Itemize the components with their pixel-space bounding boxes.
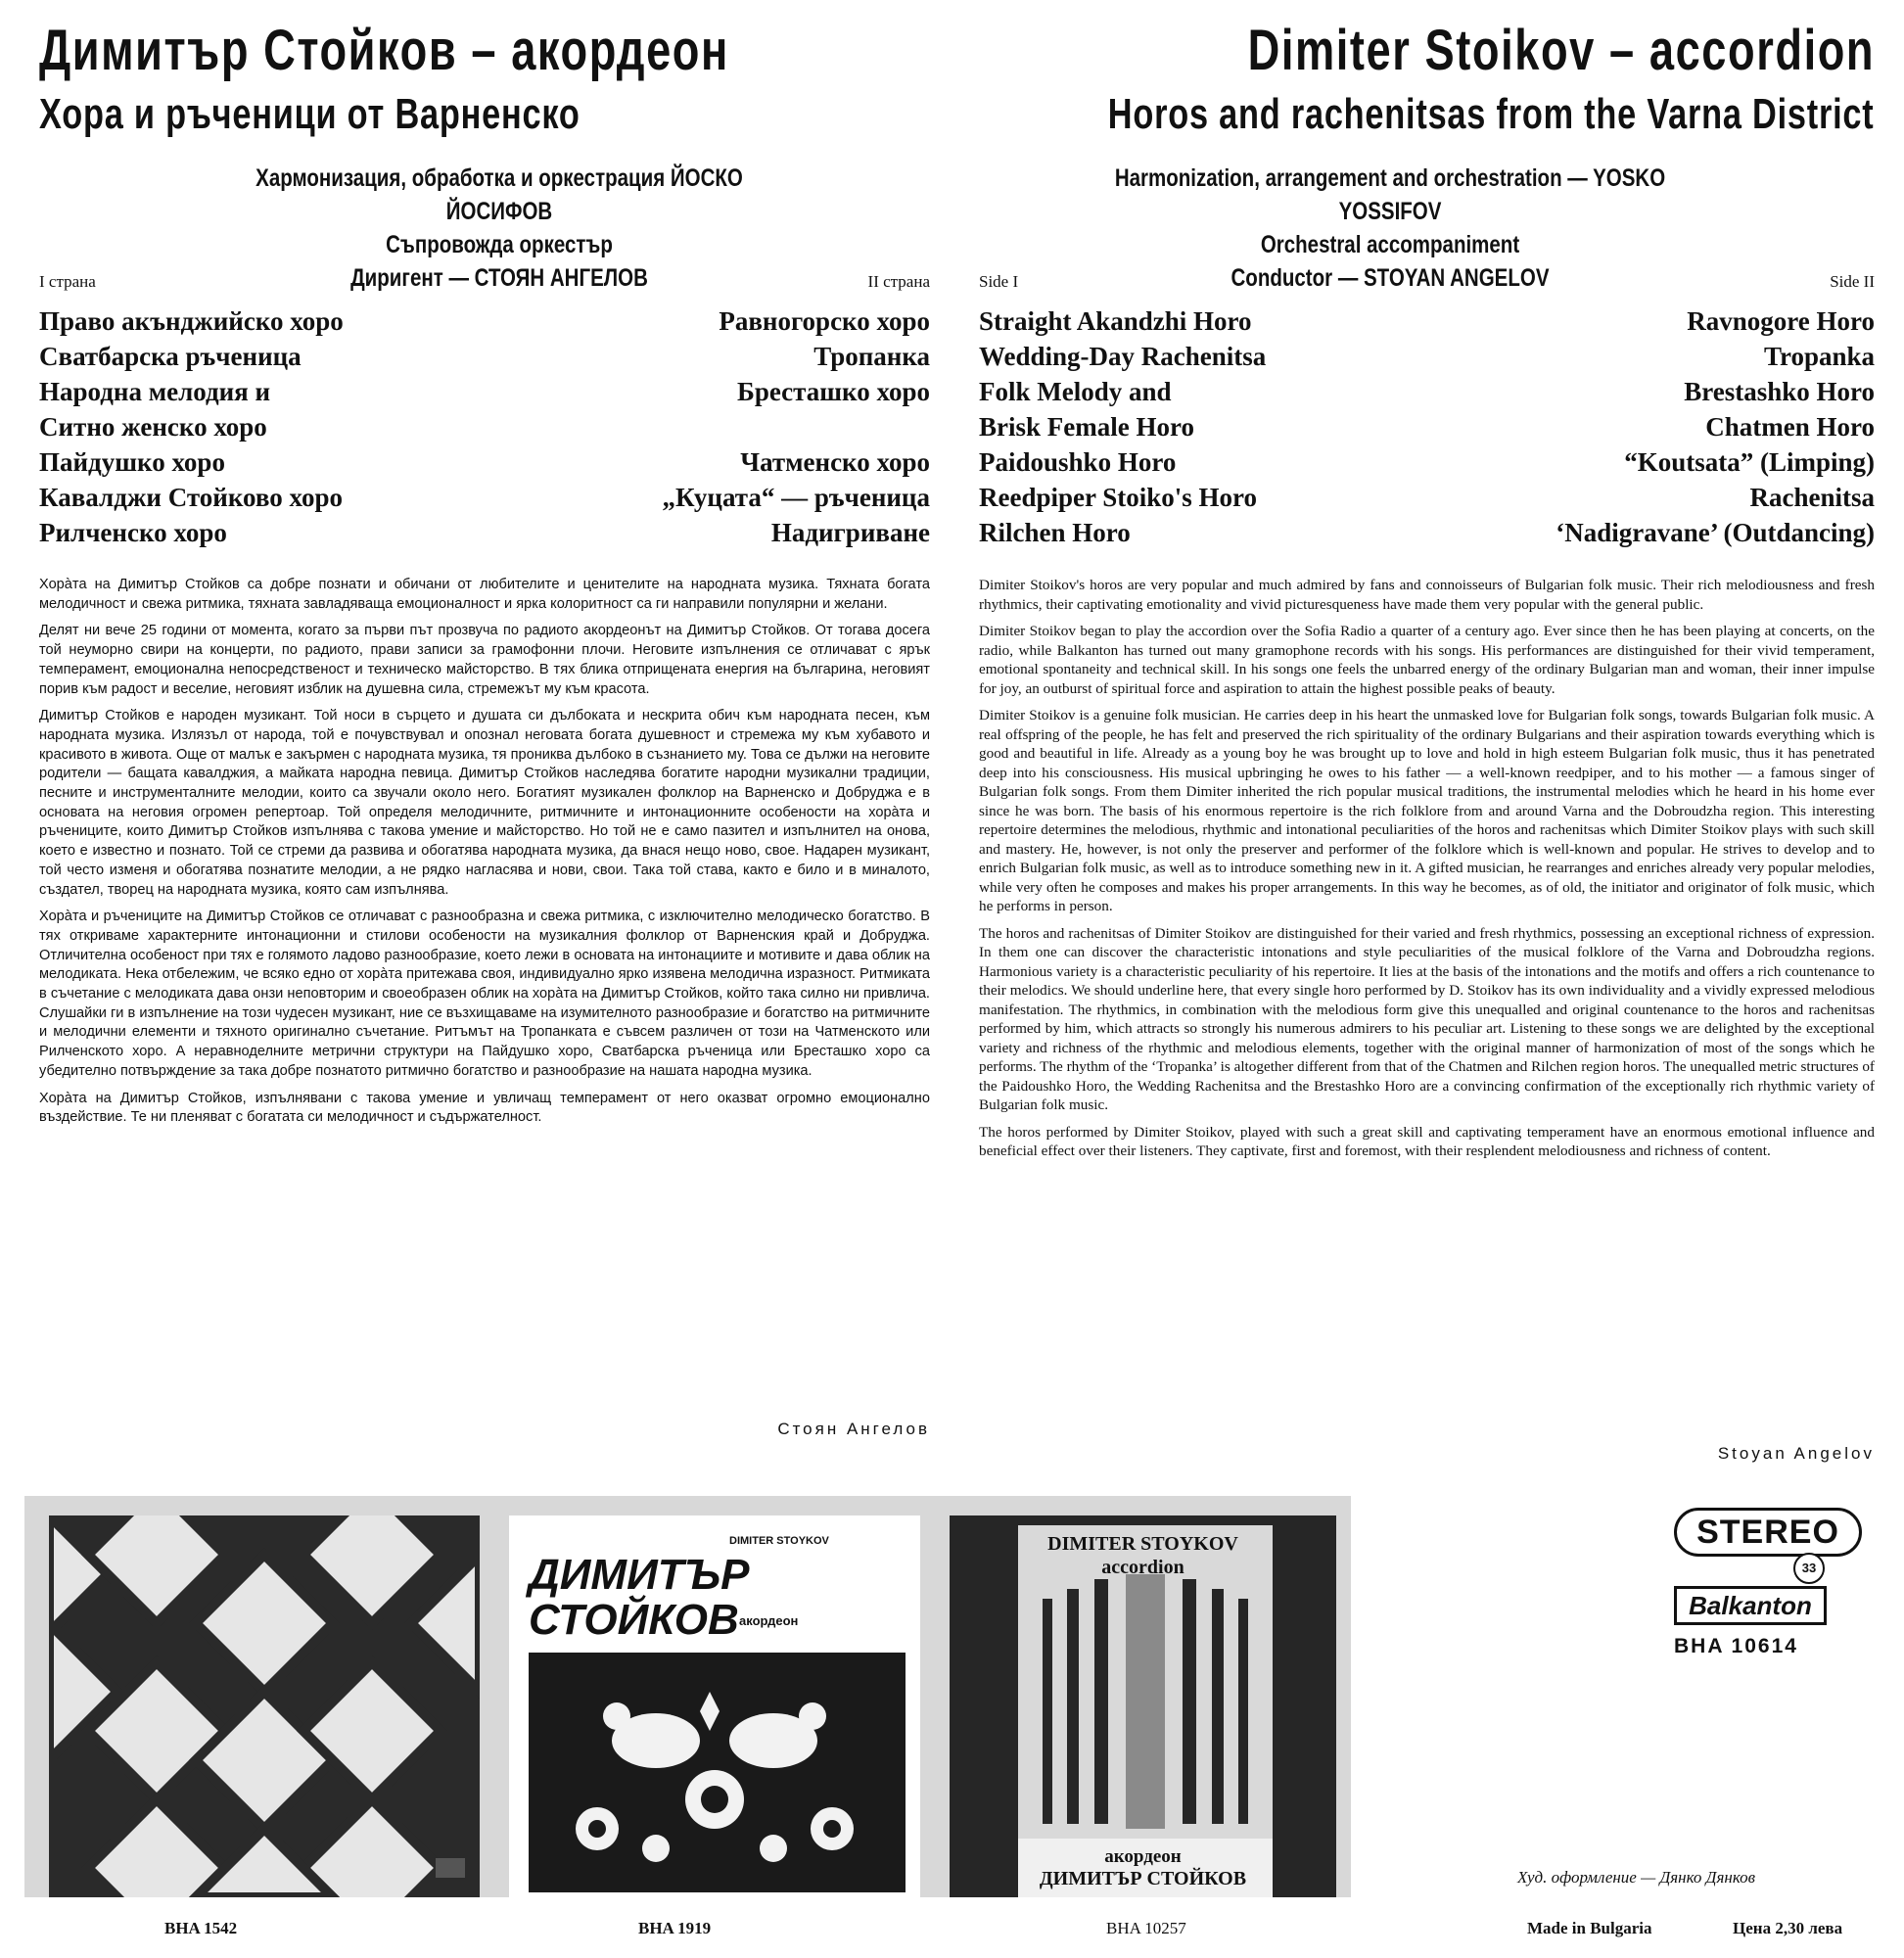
track-item: Народна мелодия и bbox=[39, 377, 271, 406]
credit-line: Harmonization, arrangement and orchestration — YOSKO YOSSIFOV bbox=[1114, 164, 1666, 225]
paragraph: Хорàта и ръчениците на Димитър Стойков се отличават с разнообразна и свежа ритмика, с изключително мелодическо богатство. В тях откриваме характерните интонационни и стилови особености на музикалния фолклор от Варненския край и Добруджа. Отличителна особеност при тях е голямото ладово разнообразие, което лежи в основата на интонациите и мотивите и дава облик на мелодиката. Нека отбележим, че всяко едно от хорàта притежава своя, индивидуално ярко изявена мелодична изразност. Ритмиката в съчетание с мелодиката дава онзи неповторим и своеобразен облик на хорàта на Димитър Стойков, който така силно ни привлича. Слушайки ги в изпълнение на този чудесен музикант, ние се възхищаваме на изумителното разнообразие и богатство на ритмичните и мелодични елементи и тяхното оригинално съчетание. Ритъмът на Тропанката е съвсем различен от този на Чатменското или Рилченското хоро. А неравноделните метрични структури на Пайдушко хоро, Сватбарска ръченица или Бресташко хоро са убедително потвърждение за така добре познатото ритмично богатство и разнообразие на нашата народна музика. bbox=[39, 909, 930, 1079]
brand-badge: Balkanton bbox=[1674, 1586, 1827, 1625]
side1-tracklist-en bbox=[979, 303, 1266, 550]
track-item: Straight Akandzhi Horo bbox=[979, 306, 1252, 336]
track-item: Кавалджи Стойково хоро bbox=[39, 483, 343, 512]
track-item: Пайдушко хоро bbox=[39, 447, 225, 477]
cover-code: BHA 1542 bbox=[164, 1919, 238, 1937]
track-item: „Куцата“ — ръченица bbox=[662, 483, 930, 512]
side2-tracklist-en bbox=[1556, 303, 1875, 550]
paragraph: Делят ни вече 25 години от момента, когато за първи път прозвуча по радиото акордеонът на Димитър Стойков. От тогава досега той неуморно свири на концерти, по радиото, прави записи за грамофонни плочи. Неговите изпълнения се отличават с ярък темперамент, емоционална непосредственост и техническо майсторство. В тях блика отприщената енергия на българина, неговият порив към радост и веселие, неговият изблик на душевна сила, стремежът му към красота. bbox=[39, 623, 930, 697]
paragraph: The horos and rachenitsas of Dimiter Stoikov are distinguished for their varied and fresh rhythmics, possessing an exceptional richness of expression. In them one can discover the characteristic intonations and style peculiarities of the musical folklore of the Varna and Dobroudzha regions. Harmonious variety is a characteristic peculiarity of his repertoire. It lies at the basis of the intonations and the motifs and offers a rich countenance to their melodics. We should underline here, that every single horo performed by D. Stoikov has its own individuality and a vividly expressed melodious manifestation. The rhythmics, in combination with the melodious form give this unequalled and original countenance to the horos and rachenitsas performed by him, which attracts so strongly his numerous admirers to his peculiar art. Listening to these songs we are delighted by the exceptional variety and richness of the rhythmic and melodious elements, together with the original manner of harmonization of most of the songs which he performs. The rhythm of the ‘Tropanka’ is altogether different from that of the Chatmen and Rilchen region horos. The unequalled metric structures of the Paidoushko Horo, the Wedding Rachenitsa and the Brestashko Horo are a convincing confirmation of the exceptionally rich rhythmic variety of Bulgarian folk music. bbox=[979, 924, 1875, 1113]
track-item: “Koutsata” (Limping) bbox=[1624, 447, 1875, 477]
other-albums-strip bbox=[24, 1496, 1351, 1897]
cover-bottom-line2: ДИМИТЪР СТОЙКОВ bbox=[1039, 1868, 1247, 1889]
side1-label-en: Side I bbox=[979, 272, 1019, 291]
track-item: Chatmen Horo bbox=[1705, 412, 1875, 442]
track-item: Brisk Female Horo bbox=[979, 412, 1194, 442]
credit-line: Съпровожда оркестър bbox=[386, 231, 613, 258]
paragraph: Димитър Стойков е народен музикант. Той носи в сърцето и душата си дълбоката и нескрита обич към народната песен, към народната музика. Излязъл от народа, той е почувствувал и опознал неговата богата душевност и стремежа му към хубавото и красивото в живота. Още от малък е закърмен с народната музика, тя прониква дълбоко в съзнанието му. Това се дължи на неговите родители — бащата кавалджия, а майката народна певица. Димитър Стойков наследява богатите народни музикални традиции, песните и инструменталните мелодии, които са звучали около него. Богатият музикален фолклор на Варненско и Добруджа е в основата на неговия огромен репертоар. Той определя мелодичните, ритмичните и интонационните особености на хорàта и ръчениците, които Димитър Стойков изпълнява с такова умение и майсторство. Но той не е само пазител и изпълнител на онова, което е известно и познато. Той се стреми да развива и обогатява народната музика, да внася нещо ново, свое. Надарен музикант, той често изменя и обогатява познатите мелодии, а не рядко нагласява и нови, свои. Така той става, както е било и в миналото, създател, творец на народната музика, която сам изпълнява. bbox=[39, 708, 930, 898]
track-item: Wedding-Day Rachenitsa bbox=[979, 342, 1267, 371]
album-cover-2 bbox=[509, 1515, 920, 1897]
design-credit: Худ. оформление — Дянко Дянков bbox=[1517, 1868, 1756, 1887]
credit-line: Диригент — СТОЯН АНГЕЛОВ bbox=[350, 264, 648, 292]
rpm-badge: 33 bbox=[1793, 1553, 1825, 1584]
paragraph: Dimiter Stoikov is a genuine folk musician. He carries deep in his heart the unmasked love for Bulgarian folk songs, towards Bulgarian folk music. A real offspring of the people, he has felt and preserved the rich spirituality of the ordinary Bulgarians and their aspiration towards everything which is good and beautiful in life. Already as a young boy he was brought up to love and hold in high esteem Bulgarian folk music, thus it has penetrated deep into his consciousness. His musical upbringing he owes to his father — a well-known reedpiper, and to his mother — a famous singer of Bulgarian folk songs. From them Dimiter inherited the rich popular musical traditions, the instrumental melodies which he heard in his home ever since he was born. The basis of his enormous repertoire is the rich folklore from and around Varna and the Dobroudzha region. This interesting repertoire determines the melodious, rhythmic and intonational peculiarities of the horos and rachenitsas which Dimiter Stoikov plays with such skill and mastery. He, however, is not only the preserver and performer of the folklore which is well-known and popular. He strives to develop and to enrich Bulgarian folk music, as well as to introduce something new in it. A gifted musician, he rearranges and enriches already very popular melodies, while very often he composes and makes his proper arrangements. In this way he becomes, as of old, the initiator and originator of folk music, which he performs in person. bbox=[979, 707, 1875, 914]
track-item: Надигриване bbox=[770, 518, 930, 547]
paragraph: Хорàта на Димитър Стойков са добре познати и обичани от любителите и ценителите на народната музика. Тяхната богата мелодичност и свежа ритмика, тяхната завладяваща емоционалност и ярка колоритност са ги направили популярни и желани. bbox=[39, 577, 930, 612]
track-item: Brestashko Horo bbox=[1684, 377, 1875, 406]
side1-tracklist-bg bbox=[39, 303, 344, 550]
album-cover-1 bbox=[49, 1515, 480, 1897]
paragraph: Хорàта на Димитър Стойков, изпълнявани с такова умение и увличащ темперамент от него оказват огромно емоционално въздействие. Те ни пленяват с богатата си мелодичност и съдържателност. bbox=[39, 1090, 930, 1126]
page-subtitle-bg: Хора и ръченици от Варненско bbox=[39, 90, 580, 138]
track-item: Ситно женско хоро bbox=[39, 412, 267, 442]
credit-line: Conductor — STOYAN ANGELOV bbox=[1231, 264, 1550, 292]
track-item: Равногорско хоро bbox=[719, 306, 930, 336]
cover-subtitle-en: accordion bbox=[1101, 1557, 1184, 1578]
author-bg: Стоян Ангелов bbox=[777, 1420, 930, 1438]
track-item: Сватбарска ръченица bbox=[39, 342, 302, 371]
track-item: Право акънджийско хоро bbox=[39, 306, 344, 336]
cover-title-en: DIMITER STOYKOV bbox=[729, 1535, 829, 1547]
track-item: Paidoushko Horo bbox=[979, 447, 1177, 477]
liner-notes-bg bbox=[39, 576, 930, 1136]
side2-tracklist-bg bbox=[663, 303, 931, 550]
track-item: Рилченско хоро bbox=[39, 518, 227, 547]
page-subtitle-en: Horos and rachenitsas from the Varna District bbox=[1108, 90, 1875, 138]
track-item: Ravnogore Horo bbox=[1687, 306, 1875, 336]
page-title-en: Dimiter Stoikov – accordion bbox=[1247, 19, 1875, 82]
track-item: Бресташко хоро bbox=[737, 377, 930, 406]
author-en: Stoyan Angelov bbox=[1717, 1444, 1875, 1463]
cover-code: BHA 1919 bbox=[638, 1919, 712, 1937]
track-item: Rachenitsa bbox=[1749, 483, 1875, 512]
cover-title-en: DIMITER STOYKOV bbox=[1047, 1533, 1238, 1555]
track-item: Rilchen Horo bbox=[979, 518, 1131, 547]
side2-label-bg: II страна bbox=[867, 272, 930, 291]
track-item bbox=[663, 409, 931, 444]
stereo-badge: STEREO bbox=[1674, 1508, 1862, 1557]
credits-en bbox=[1101, 162, 1679, 295]
page-title-bg: Димитър Стойков – акордеон bbox=[39, 19, 729, 82]
side2-label-en: Side II bbox=[1830, 272, 1875, 291]
cover-title-bg: ДИМИТЪР СТОЙКОВ bbox=[529, 1551, 750, 1644]
paragraph: Dimiter Stoikov began to play the accordion over the Sofia Radio a quarter of a century ago. Ever since then he has been playing at concerts, on the radio, while Balkanton has turned out many gramophone records with his songs. His performances are distinguished for their vivid temperament, emotional spontaneity and technical skill. In his songs one feels the unbarred energy of the ordinary Bulgarian man and woman, their inner impulse for joy, an outburst of spiritual force and aspiration to attain the highest possible peaks of beauty. bbox=[979, 623, 1875, 697]
credit-line: Хармонизация, обработка и оркестрация ЙОСКО ЙОСИФОВ bbox=[255, 164, 743, 225]
cover-code: BHA 10257 bbox=[1106, 1919, 1186, 1937]
liner-notes-en bbox=[979, 576, 1875, 1169]
track-item: ‘Nadigravane’ (Outdancing) bbox=[1556, 518, 1875, 547]
made-in-label: Made in Bulgaria bbox=[1527, 1919, 1652, 1937]
album-cover-3 bbox=[950, 1515, 1336, 1897]
paragraph: The horos performed by Dimiter Stoikov, played with such a great skill and captivating temperament have an enormous emotional influence and beneficial effect over their listeners. They captivate, first and foremost, with their resplendent melodiousness and richness of content. bbox=[979, 1123, 1875, 1159]
diamond-pattern-artwork bbox=[49, 1515, 480, 1897]
paragraph: Dimiter Stoikov's horos are very popular and much admired by fans and connoisseurs of Bulgarian folk music. Their rich melodiousness and fresh rhythmics, their captivating emotionality and vivid picturesqueness have made them very popular with the general public. bbox=[979, 577, 1875, 613]
side1-label-bg: I страна bbox=[39, 272, 96, 291]
track-item: Folk Melody and bbox=[979, 377, 1172, 406]
credit-line: Orchestral accompaniment bbox=[1260, 231, 1520, 258]
cover-bottom-line1: акордеон bbox=[1104, 1846, 1182, 1867]
balkanton-logo bbox=[1674, 1508, 1870, 1658]
credits-bg bbox=[210, 162, 788, 295]
catalog-number: BHA 10614 bbox=[1674, 1635, 1798, 1657]
track-item: Тропанка bbox=[813, 342, 930, 371]
track-item: Tropanka bbox=[1763, 342, 1875, 371]
price-label: Цена 2,30 лева bbox=[1733, 1919, 1843, 1937]
cover-subtitle-bg: акордеон bbox=[739, 1613, 799, 1628]
track-item: Reedpiper Stoiko's Horo bbox=[979, 483, 1258, 512]
track-item: Чатменско хоро bbox=[740, 447, 930, 477]
